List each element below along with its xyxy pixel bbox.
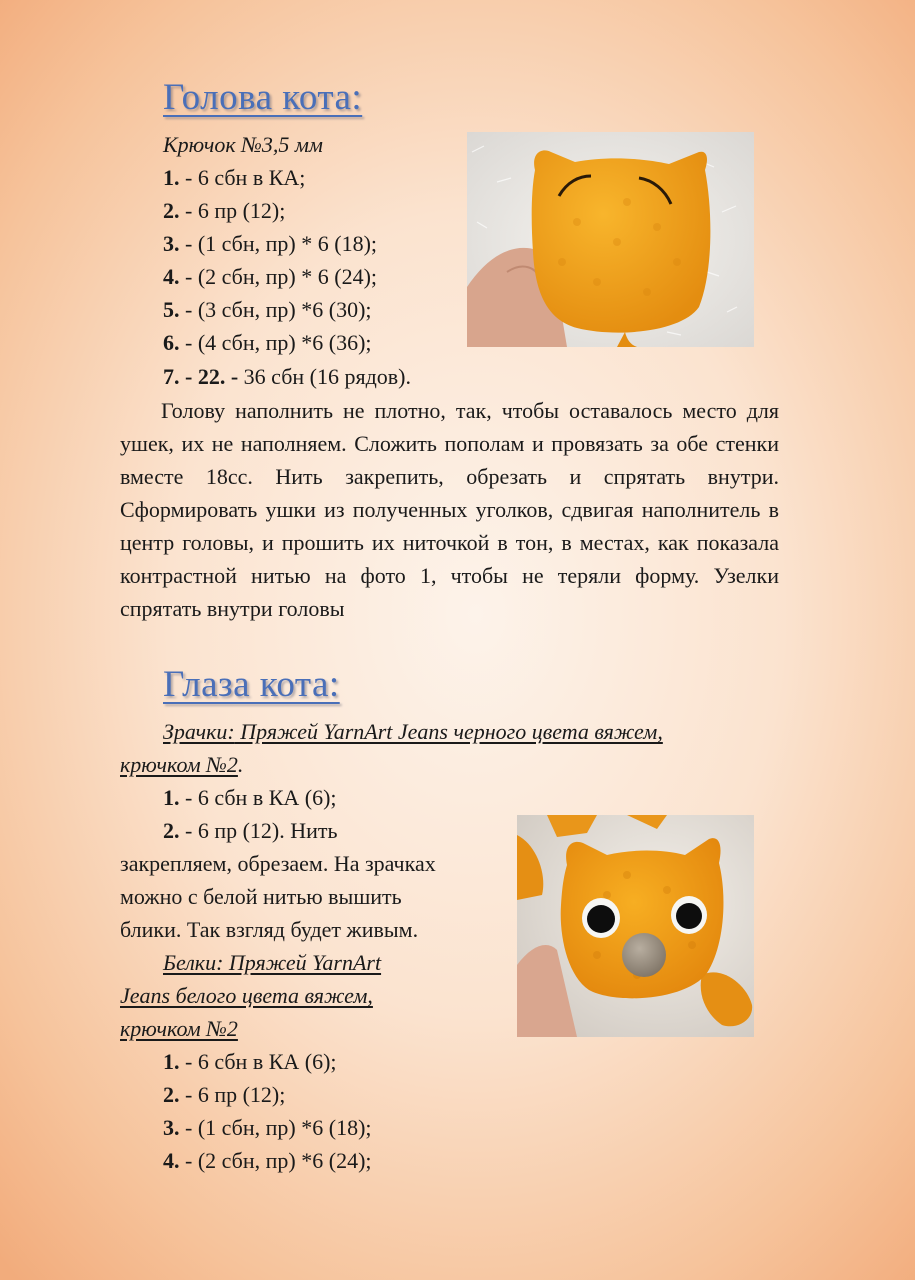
- white-row-4: 4. - (2 сбн, пр) *6 (24);: [163, 1148, 372, 1173]
- hook-size: Крючок №3,5 мм: [163, 132, 323, 157]
- white-row-1: 1. - 6 сбн в КА (6);: [163, 1049, 337, 1074]
- head-row-4: 4. - (2 сбн, пр) * 6 (24);: [163, 264, 378, 289]
- white-row-3: 3. - (1 сбн, пр) *6 (18);: [163, 1115, 372, 1140]
- pupil-note-line-2: можно с белой нитью вышить: [120, 884, 402, 909]
- pupils-description-line-2: крючком №2.: [120, 752, 244, 777]
- head-section-title: Голова кота:: [163, 77, 363, 118]
- pupils-description-line-1: Зрачки: Пряжей YarnArt Jeans черного цвета вяжем,: [163, 719, 663, 744]
- head-row-6: 6. - (4 сбн, пр) *6 (36);: [163, 330, 372, 355]
- head-row-2: 2. - 6 пр (12);: [163, 198, 286, 223]
- pupil-row-1: 1. - 6 сбн в КА (6);: [163, 785, 337, 810]
- whites-description-line-3: крючком №2: [120, 1016, 238, 1041]
- white-row-2: 2. - 6 пр (12);: [163, 1082, 286, 1107]
- cat-face-photo: [517, 815, 754, 1037]
- pupil-row-2: 2. - 6 пр (12). Нить: [163, 818, 338, 843]
- eyes-section-title: Глаза кота:: [163, 664, 340, 705]
- head-instructions-paragraph: Голову наполнить не плотно, так, чтобы оставалось место для ушек, их не наполняем. Сложить пополам и провязать за обе стенки вместе 18сс. Нить закрепить, обрезать и спрятать внутри. Сформировать ушки из полученных уголков, сдвигая наполнитель в центр головы, и прошить их ниточкой в тон, в местах, как показала контрастной нитью на фото 1, чтобы не теряли форму. Узелки спрятать внутри головы: [120, 398, 779, 621]
- head-row-3: 3. - (1 сбн, пр) * 6 (18);: [163, 231, 378, 256]
- head-row-7: 7. - 22. - 36 сбн (16 рядов).: [163, 364, 412, 389]
- pupil-note-line-1: закрепляем, обрезаем. На зрачках: [120, 851, 436, 876]
- head-row-1: 1. - 6 сбн в КА;: [163, 165, 306, 190]
- whites-description-line-2: Jeans белого цвета вяжем,: [120, 983, 373, 1008]
- pupil-note-line-3: блики. Так взгляд будет живым.: [120, 917, 419, 942]
- cat-head-photo: [467, 132, 754, 347]
- whites-description-line-1: Белки: Пряжей YarnArt: [163, 950, 382, 975]
- head-row-5: 5. - (3 сбн, пр) *6 (30);: [163, 297, 372, 322]
